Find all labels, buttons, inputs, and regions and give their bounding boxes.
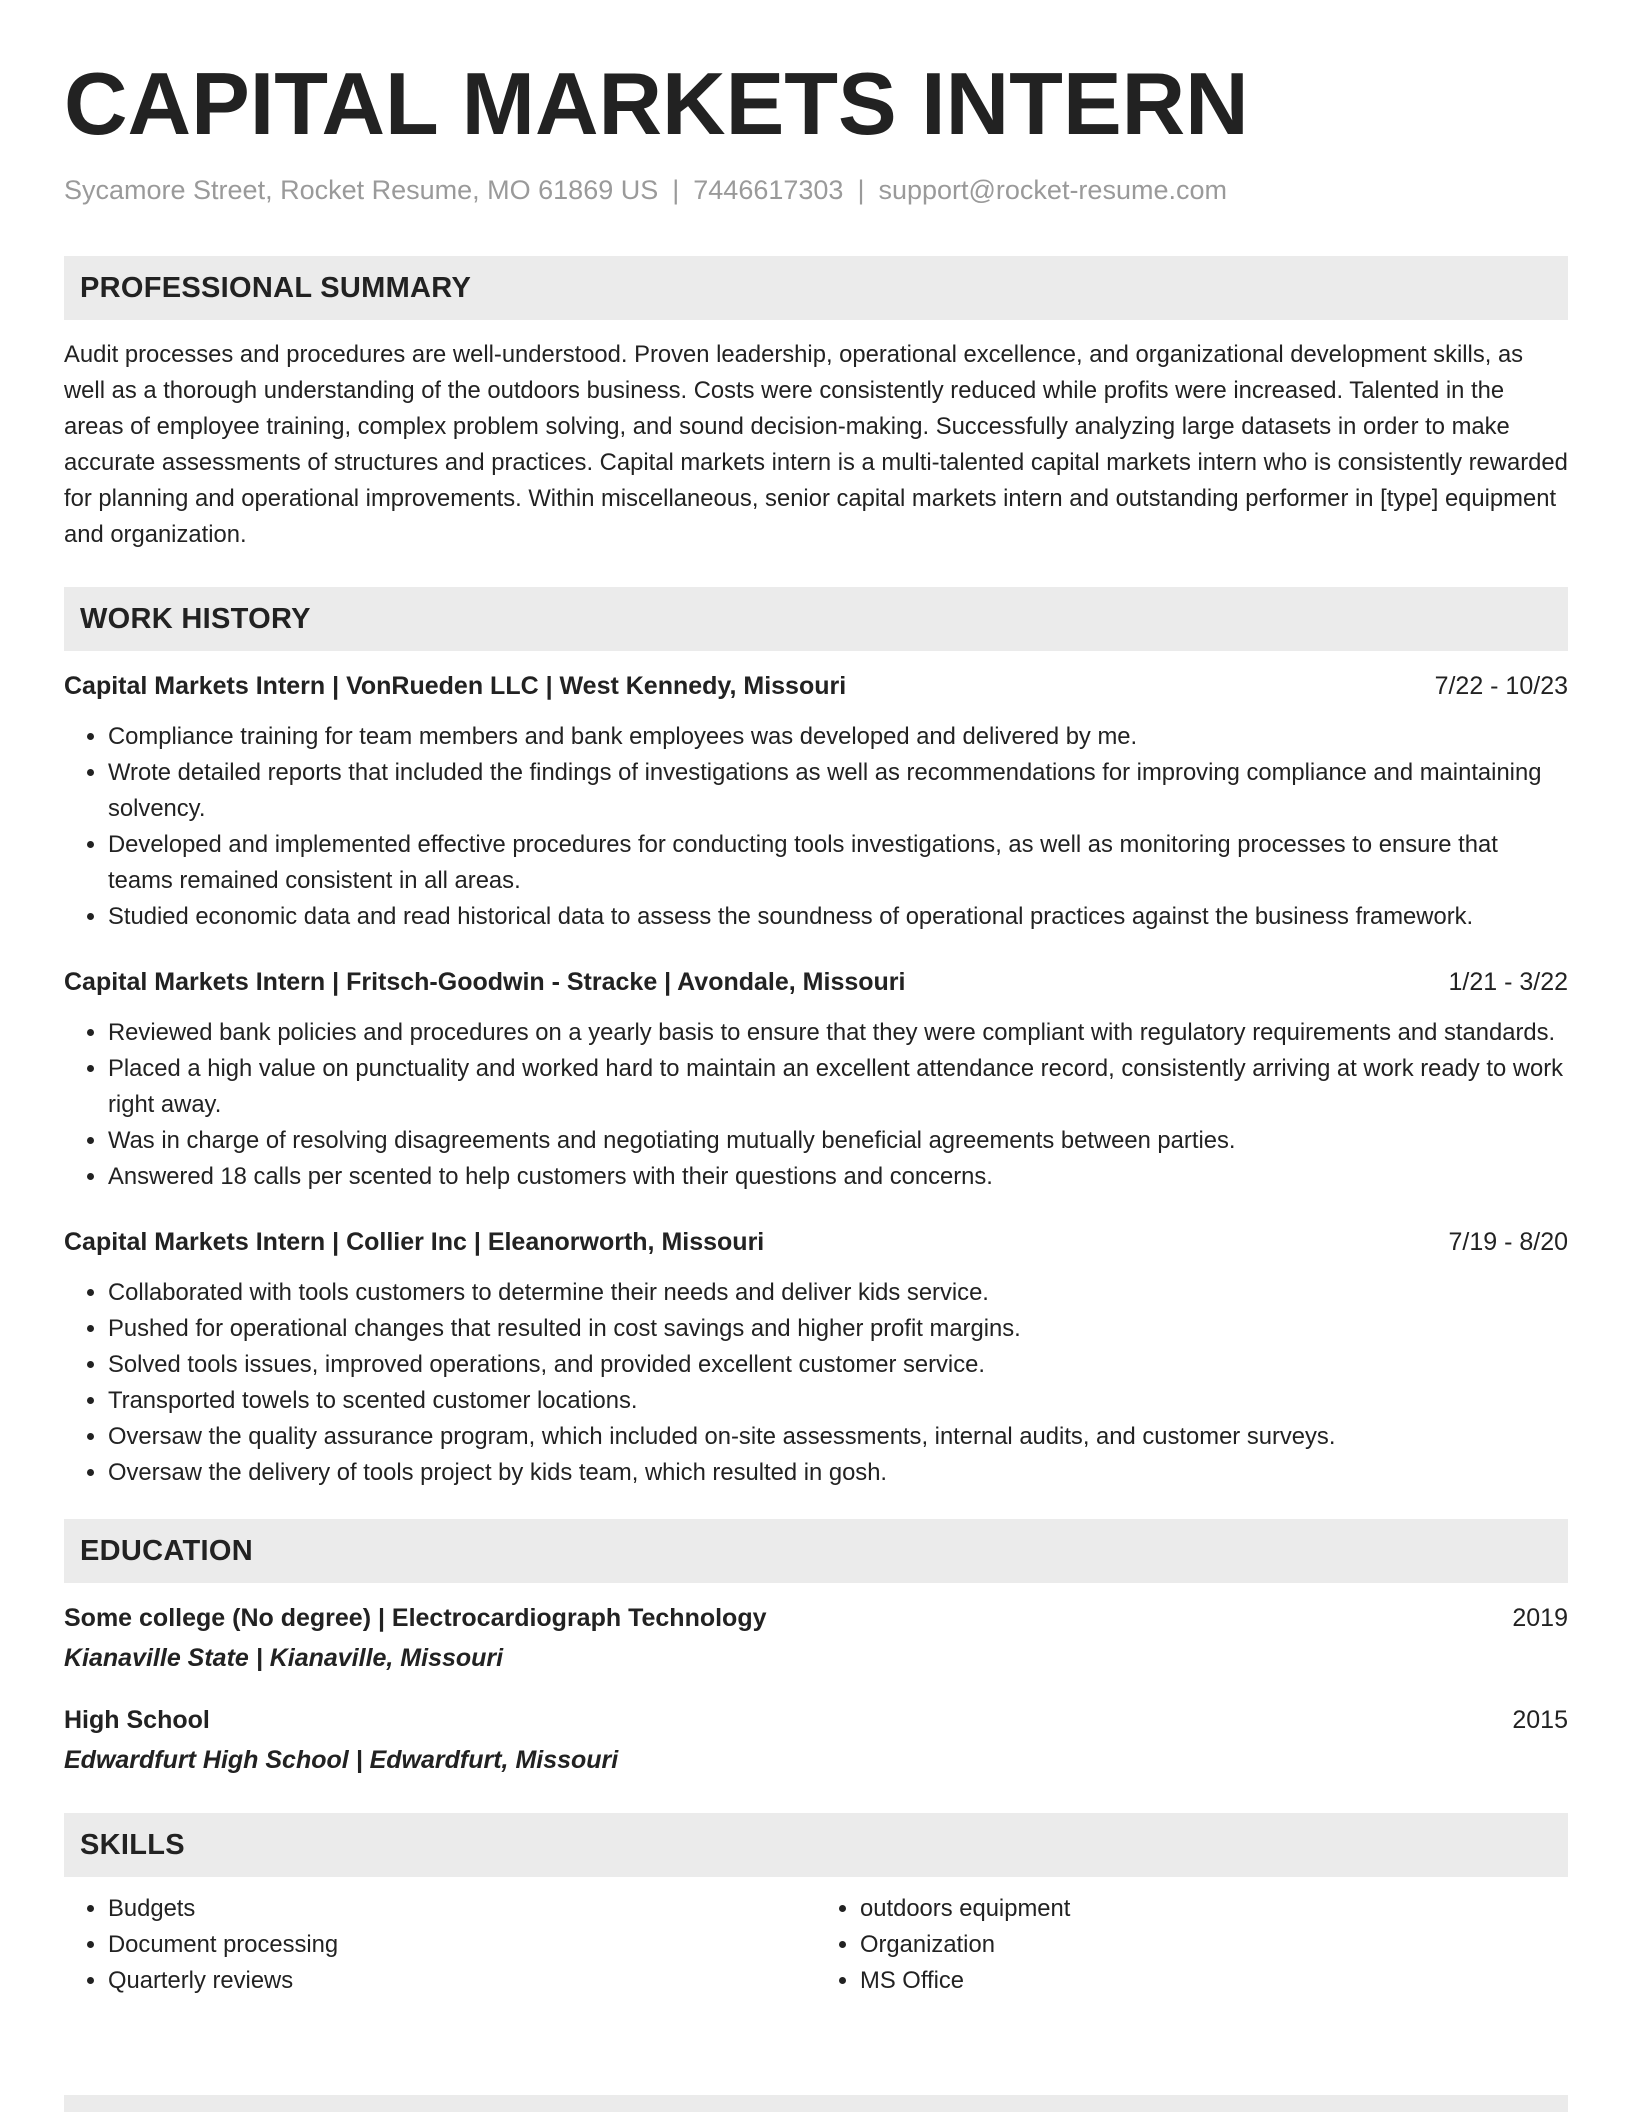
contact-phone: 7446617303: [693, 175, 844, 205]
job-bullet: • Solved tools issues, improved operations, and provided excellent customer service.: [108, 1347, 1568, 1383]
skills-column-left: [64, 1891, 816, 1999]
skills-list: [816, 1891, 1568, 1999]
contact-address: Sycamore Street, Rocket Resume, MO 61869 US: [64, 175, 659, 205]
skills-column-right: [816, 1891, 1568, 1999]
skill-item: • Quarterly reviews: [108, 1963, 816, 1999]
education-header: [64, 1601, 1568, 1635]
job-title: Capital Markets Intern | VonRueden LLC | West Kennedy, Missouri: [64, 672, 847, 701]
resume-name: CAPITAL MARKETS INTERN: [64, 54, 1249, 153]
section-header-work-history: WORK HISTORY: [64, 587, 1568, 651]
section-header-skills: SKILLS: [64, 1813, 1568, 1877]
job-header: [64, 669, 1568, 703]
job-dates: 1/21 - 3/22: [1448, 968, 1568, 997]
contact-separator: |: [672, 175, 680, 205]
education-entry: [64, 1601, 1568, 1675]
job-bullet: • Developed and implemented effective procedures for conducting tools investigations, as well as monitoring processes to ensure that teams remained consistent in all areas.: [108, 827, 1568, 899]
skill-item: • MS Office: [860, 1963, 1568, 1999]
job-bullet: • Answered 18 calls per scented to help customers with their questions and concerns.: [108, 1159, 1568, 1195]
job-bullet: • Compliance training for team members and bank employees was developed and delivered by me.: [108, 719, 1568, 755]
section-header-summary: PROFESSIONAL SUMMARY: [64, 256, 1568, 320]
job-dates: 7/19 - 8/20: [1448, 1228, 1568, 1257]
job-entry: [64, 669, 1568, 935]
job-bullet: • Collaborated with tools customers to determine their needs and deliver kids service.: [108, 1275, 1568, 1311]
job-header: [64, 965, 1568, 999]
job-bullet: • Was in charge of resolving disagreements and negotiating mutually beneficial agreements between parties.: [108, 1123, 1568, 1159]
skill-item: • outdoors equipment: [860, 1891, 1568, 1927]
job-entry: [64, 965, 1568, 1195]
contact-email: support@rocket-resume.com: [878, 175, 1227, 205]
job-bullet: • Oversaw the quality assurance program, which included on-site assessments, internal audits, and customer surveys.: [108, 1419, 1568, 1455]
education-school: Kianaville State | Kianaville, Missouri: [64, 1644, 504, 1673]
job-dates: 7/22 - 10/23: [1434, 672, 1568, 701]
education-year: 2015: [1512, 1706, 1568, 1735]
skill-item: • Document processing: [108, 1927, 816, 1963]
job-title: Capital Markets Intern | Fritsch-Goodwin - Stracke | Avondale, Missouri: [64, 968, 906, 997]
job-bullet: • Studied economic data and read historical data to assess the soundness of operational practices against the business framework.: [108, 899, 1568, 935]
next-section-header-partial: [64, 2095, 1568, 2112]
education-degree: Some college (No degree) | Electrocardiograph Technology: [64, 1604, 767, 1633]
summary-text: Audit processes and procedures are well-understood. Proven leadership, operational excellence, and organizational development skills, as well as a thorough understanding of the outdoors business. Costs were consistently reduced while profits were increased. Talented in the areas of employee training, complex problem solving, and sound decision-making. Successfully analyzing large datasets in order to make accurate assessments of structures and practices. Capital markets intern is a multi-talented capital markets intern who is consistently rewarded for planning and operational improvements. Within miscellaneous, senior capital markets intern and outstanding performer in [type] equipment and organization.: [64, 341, 1568, 549]
job-title: Capital Markets Intern | Collier Inc | Eleanorworth, Missouri: [64, 1228, 765, 1257]
skill-item: • Budgets: [108, 1891, 816, 1927]
contact-separator: |: [857, 175, 865, 205]
job-bullet: • Transported towels to scented customer locations.: [108, 1383, 1568, 1419]
contact-line: [64, 174, 1568, 206]
job-bullet: • Wrote detailed reports that included the findings of investigations as well as recommendations for improving compliance and maintaining solvency.: [108, 755, 1568, 827]
job-bullet: • Pushed for operational changes that resulted in cost savings and higher profit margins.: [108, 1311, 1568, 1347]
education-entry: [64, 1703, 1568, 1777]
skills-grid: [64, 1891, 1568, 1999]
education-header: [64, 1703, 1568, 1737]
job-bullet: • Oversaw the delivery of tools project by kids team, which resulted in gosh.: [108, 1455, 1568, 1491]
education-year: 2019: [1512, 1604, 1568, 1633]
skill-item: • Organization: [860, 1927, 1568, 1963]
skills-list: [64, 1891, 816, 1999]
job-header: [64, 1225, 1568, 1259]
job-bullets: [64, 719, 1568, 935]
section-header-education: EDUCATION: [64, 1519, 1568, 1583]
job-bullet: • Placed a high value on punctuality and worked hard to maintain an excellent attendance record, consistently arriving at work ready to work right away.: [108, 1051, 1568, 1123]
job-bullets: [64, 1015, 1568, 1195]
education-school: Edwardfurt High School | Edwardfurt, Missouri: [64, 1746, 619, 1775]
education-degree: High School: [64, 1706, 210, 1735]
job-bullet: • Reviewed bank policies and procedures on a yearly basis to ensure that they were compliant with regulatory requirements and standards.: [108, 1015, 1568, 1051]
job-entry: [64, 1225, 1568, 1491]
job-bullets: [64, 1275, 1568, 1491]
